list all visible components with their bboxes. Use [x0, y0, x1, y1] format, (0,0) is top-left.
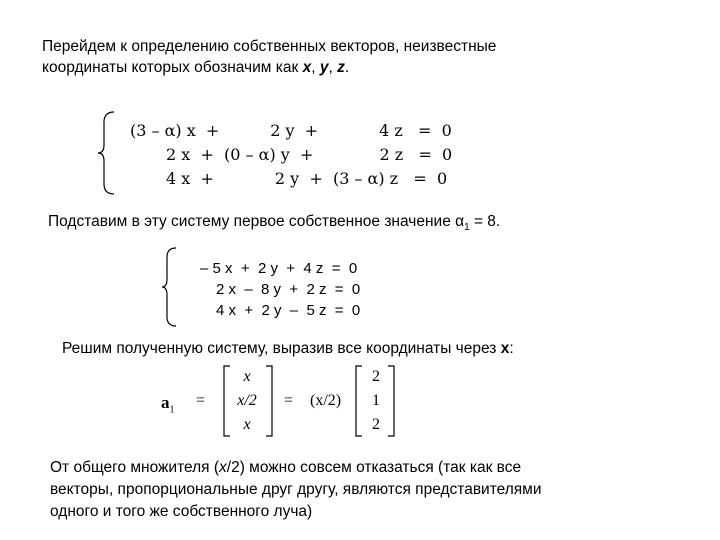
system2-row-3: 4 x + 2 y – 5 z = 0: [216, 302, 361, 319]
vector-subscript: 1: [169, 404, 175, 416]
intro-line-1: Перейдем к определению собственных векторов, неизвестные: [42, 38, 497, 55]
var-x: x: [302, 59, 312, 76]
matrix2-right-bracket: [386, 365, 396, 437]
matrix1-cell: x: [243, 368, 251, 385]
colon: :: [509, 340, 514, 357]
comma: ,: [311, 59, 320, 76]
intro-line-2: [42, 57, 496, 78]
conclusion-line-2: векторы, пропорциональные друг другу, являются представителями: [50, 481, 542, 498]
vector-a1: [161, 393, 175, 415]
substitute-paragraph: [48, 211, 500, 238]
system2-row-1: – 5 x + 2 y + 4 z = 0: [200, 260, 358, 277]
system2-row-2: 2 x – 8 y + 2 z = 0: [216, 281, 361, 298]
equals-sign: =: [284, 392, 294, 409]
conclusion-text: От общего множителя (: [50, 459, 220, 476]
conclusion-line-1: [50, 457, 542, 479]
conclusion-paragraph: [50, 457, 542, 523]
matrix1-cell: x: [243, 416, 251, 433]
system1-row-2: 2 x + (0 – α) y + 2 z = 0: [166, 145, 453, 164]
var-x: x: [500, 340, 510, 357]
substitute-value: = 8.: [469, 213, 501, 230]
matrix2-cell: 2: [372, 416, 380, 433]
vector-name: a: [161, 393, 170, 412]
substitute-text: Подставим в эту систему первое собственное значение α: [48, 213, 465, 230]
system1-row-1: (3 – α) x + 2 y + 4 z = 0: [130, 121, 452, 140]
solve-text: Решим полученную систему, выразив все координаты через: [62, 340, 501, 357]
period: .: [344, 59, 350, 76]
conclusion-text: /2) можно совсем отказаться (так как все: [226, 459, 522, 476]
var-y: y: [319, 59, 329, 76]
intro-line-2-text: координаты которых обозначим как: [42, 59, 303, 76]
system2-brace: [160, 246, 180, 328]
var-x: x: [219, 459, 227, 476]
var-z: z: [337, 59, 345, 76]
matrix2-cell: 1: [372, 392, 380, 409]
intro-paragraph: [42, 36, 496, 78]
alpha-subscript: 1: [464, 222, 470, 234]
matrix2-cell: 2: [372, 368, 380, 385]
matrix1-cell: x/2: [237, 392, 257, 409]
matrix1-right-bracket: [264, 365, 274, 437]
system1-row-3: 4 x + 2 y + (3 – α) z = 0: [166, 169, 448, 188]
solve-paragraph: [62, 338, 514, 359]
comma: ,: [328, 59, 338, 76]
equals-sign: =: [196, 392, 206, 409]
scalar-factor: (x/2): [310, 392, 342, 409]
system1-brace: [96, 110, 118, 196]
conclusion-line-3: одного и того же собственного луча): [50, 503, 313, 520]
